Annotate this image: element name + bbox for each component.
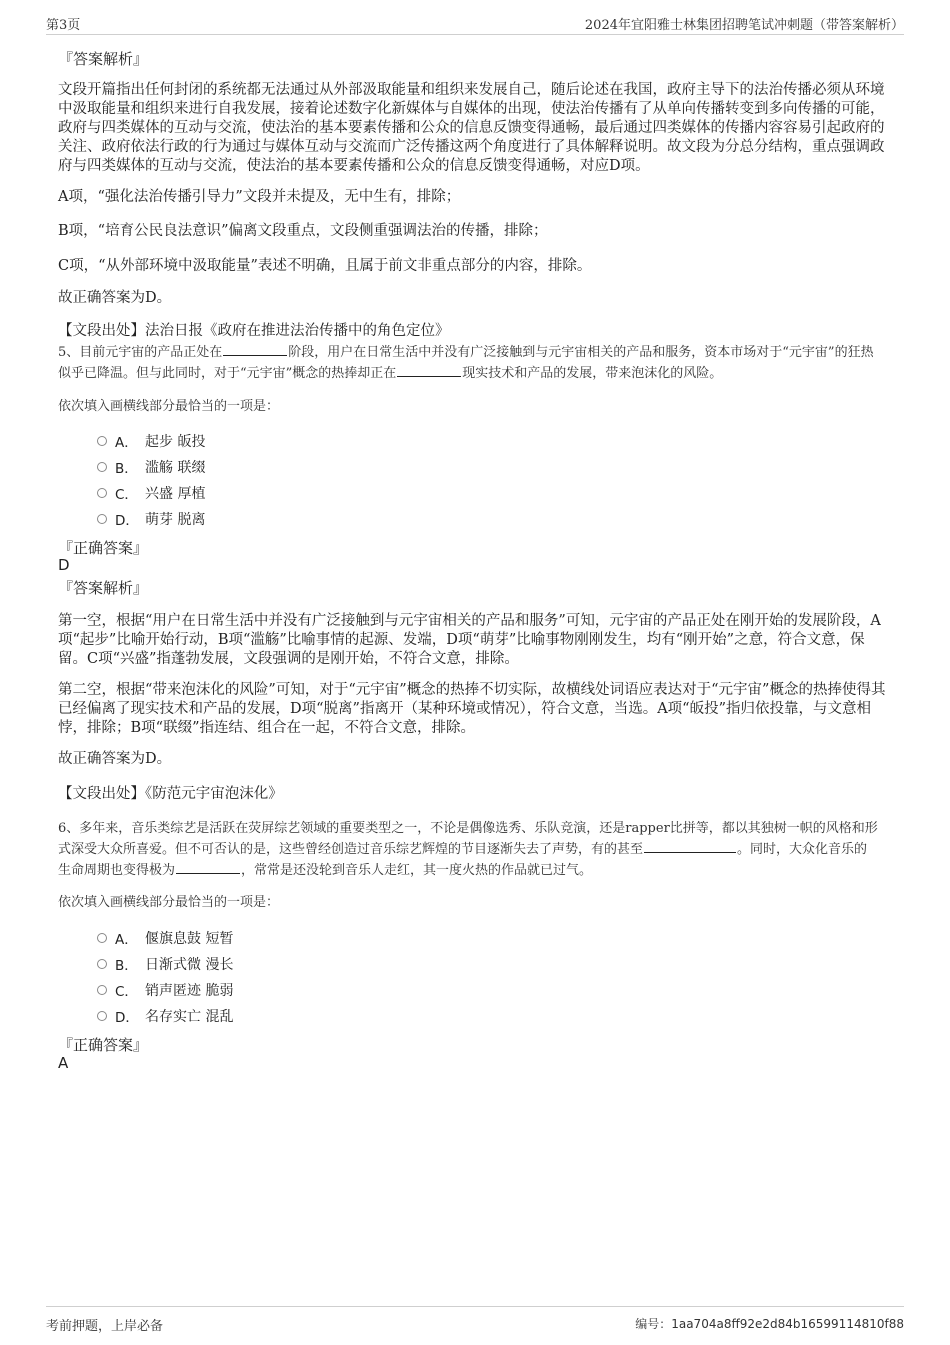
radio-icon[interactable] bbox=[97, 488, 107, 498]
q5-correct-label: 『正确答案』 bbox=[58, 539, 149, 557]
page-header bbox=[46, 14, 904, 35]
radio-icon[interactable] bbox=[97, 462, 107, 472]
radio-icon[interactable] bbox=[97, 436, 107, 446]
q5-prompt: 依次填入画横线部分最恰当的一项是： bbox=[58, 399, 280, 414]
q6-blank-1 bbox=[644, 840, 736, 853]
q4-analysis-paragraph: 文段开篇指出任何封闭的系统都无法通过从外部汲取能量和组织来发展自己，随后论述在我国，政府主导下的法治传播必须从环境中汲取能量和组织来进行自我发展，接着论述数字化新媒体与自媒体的出现，使法治传播有了从单向传播转变到多向传播的可能，政府与四类媒体的互动与交流，使法治的基本要素传播和公众的信息反馈变得通畅，最后通过四类媒体的传播内容容易引起政府的关注、政府依法行政的行为通过与媒体互动与交流而广泛传播这两个角度进行了具体解释说明。故文段为分总分结构，重点强调政府与四类媒体的互动与交流，使法治的基本要素传播和公众的信息反馈变得通畅，对应D项。 bbox=[58, 82, 885, 174]
q4-option-a-analysis: A项，“强化法治传播引导力”文段并未提及，无中生有，排除； bbox=[58, 189, 461, 205]
q5-analysis-p1: 第一空，根据“用户在日常生活中并没有广泛接触到与元宇宙相关的产品和服务”可知，元宇宙的产品正处在刚开始的发展阶段，A项“起步”比喻开始行动，B项“滥觞”比喻事情的起源、发端，D项“萌芽”比喻事物刚刚发生，均有“刚开始”之意，符合文意，保留。C项“兴盛”指蓬勃发展，文段强调的是刚开始，不符合文意，排除。 bbox=[58, 613, 881, 667]
q5-stem: 5、目前元宇宙的产品正处在 阶段，用户在日常生活中并没有广泛接触到与元宇宙相关的产品和服务，资本市场对于“元宇宙”的狂热 似乎已降温。但与此同时，对于“元宇宙”概念的热捧却正在 现实技术和产品的发展，带来泡沫化的风险。 bbox=[58, 345, 874, 381]
q5-correct-answer: D bbox=[58, 556, 70, 574]
document-id: 编号：1aa704a8ff92e2d84b16599114810f88 bbox=[635, 1317, 904, 1331]
q4-source: 【文段出处】法治日报《政府在推进法治传播中的角色定位》 bbox=[58, 323, 450, 339]
q5-blank-2 bbox=[397, 364, 461, 377]
q5-analysis-label: 『答案解析』 bbox=[58, 579, 149, 597]
document-title: 2024年宜阳雅士林集团招聘笔试冲刺题（带答案解析） bbox=[584, 18, 904, 33]
radio-icon[interactable] bbox=[97, 1011, 107, 1021]
q4-option-c-analysis: C项，“从外部环境中汲取能量”表述不明确，且属于前文非重点部分的内容，排除。 bbox=[58, 258, 592, 274]
q4-option-b-analysis: B项，“培育公民良法意识”偏离文段重点，文段侧重强调法治的传播，排除； bbox=[58, 223, 548, 239]
page-number: 第3页 bbox=[46, 18, 81, 33]
radio-icon[interactable] bbox=[97, 933, 107, 943]
q6-blank-2 bbox=[176, 861, 240, 874]
q5-analysis-p2: 第二空，根据“带来泡沫化的风险”可知，对于“元宇宙”概念的热捧不切实际，故横线处词语应表达对于“元宇宙”概念的热捧使得其已经偏离了现实技术和产品的发展，D项“脱离”指离开（某种环境或情况），符合文意，当选。A项“皈投”指归依投靠，与文意相悖，排除；B项“联缀”指连结、组合在一起，不符合文意，排除。 bbox=[58, 682, 886, 736]
q6-prompt: 依次填入画横线部分最恰当的一项是： bbox=[58, 895, 280, 910]
q5-source: 【文段出处】《防范元宇宙泡沫化》 bbox=[58, 786, 283, 802]
q6-correct-answer: A bbox=[58, 1054, 69, 1072]
radio-icon[interactable] bbox=[97, 959, 107, 969]
q4-conclusion: 故正确答案为D。 bbox=[58, 290, 172, 306]
q6-correct-label: 『正确答案』 bbox=[58, 1036, 149, 1054]
page-footer bbox=[46, 1306, 904, 1334]
radio-icon[interactable] bbox=[97, 985, 107, 995]
q6-stem: 6、多年来，音乐类综艺是活跃在荧屏综艺领域的重要类型之一，不论是偶像选秀、乐队竞演，还是rapper比拼等，都以其独树一帜的风格和形 式深受大众所喜爱。但不可否认的是，这些曾经创造过音乐综艺辉煌的节目逐渐失去了声势，有的甚至 。同时，大众化音乐的 生命周期也变得极为 ，常常是还没轮到音乐人走红，其一度火热的作品就已过气。 bbox=[58, 821, 878, 878]
q5-conclusion: 故正确答案为D。 bbox=[58, 751, 172, 767]
q4-analysis-label: 『答案解析』 bbox=[58, 50, 149, 68]
q5-blank-1 bbox=[223, 343, 287, 356]
radio-icon[interactable] bbox=[97, 514, 107, 524]
footer-slogan: 考前押题，上岸必备 bbox=[46, 1319, 164, 1334]
